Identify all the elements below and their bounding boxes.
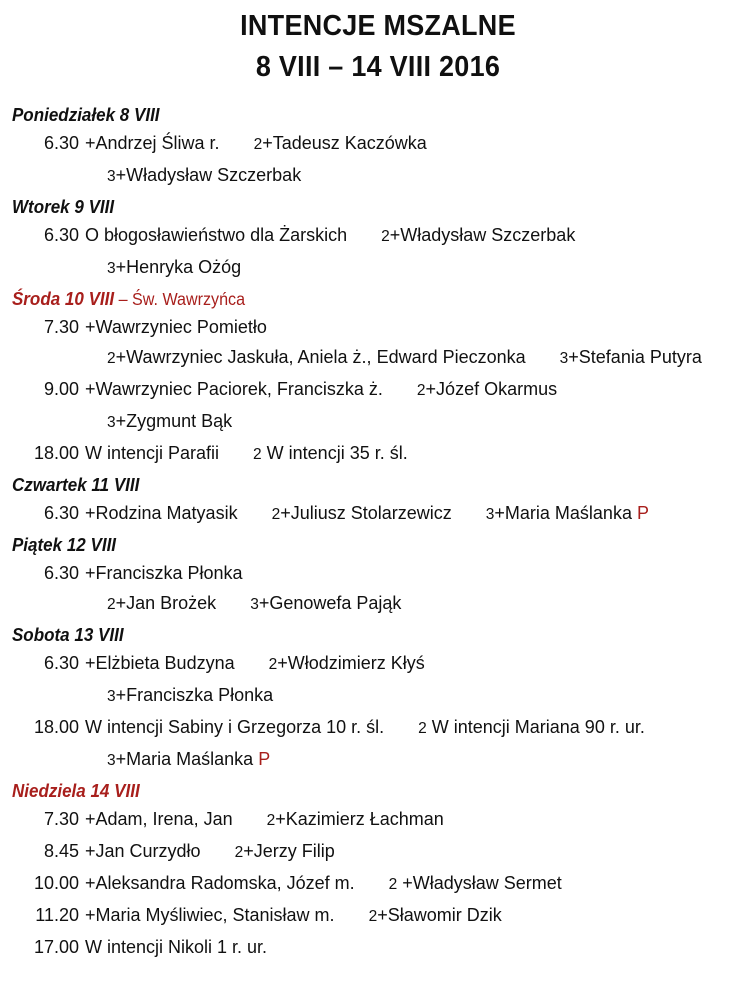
intention-text: +Jan Curzydło: [85, 841, 201, 861]
day-name: Środa 10 VIII: [11, 288, 115, 309]
intention-text: +Tadeusz Kaczówka: [262, 133, 427, 153]
intention-number: 2: [418, 720, 427, 737]
intention-item: [254, 133, 427, 153]
mass-intentions: [107, 252, 756, 284]
mass-entry: [0, 588, 756, 620]
mass-entry: [0, 252, 756, 284]
intention-text: +Wawrzyniec Pomietło: [85, 317, 267, 337]
intention-number: 3: [485, 506, 495, 523]
mass-time: 7.30: [43, 809, 79, 829]
mass-entry: [0, 498, 756, 530]
mass-intentions: [107, 342, 756, 374]
day-name: Czwartek 11 VIII: [11, 474, 140, 495]
intention-number: 2: [107, 596, 116, 613]
intention-item: [85, 443, 219, 463]
intention-item: [85, 937, 267, 957]
day-block: [0, 286, 756, 470]
mass-intentions-schedule: [0, 88, 756, 962]
intention-item: [272, 503, 452, 523]
intention-item: [85, 317, 267, 337]
day-name: Piątek 12 VIII: [11, 534, 117, 555]
intention-number: 2: [253, 446, 262, 463]
intention-number: 2: [234, 844, 244, 861]
mass-time: 17.00: [33, 937, 79, 957]
intention-text: +Józef Okarmus: [425, 379, 558, 399]
intention-text: +Jan Brożek: [115, 593, 217, 613]
mass-intentions: [85, 836, 756, 868]
day-block: [0, 194, 756, 284]
day-header: [0, 532, 696, 558]
intention-number: 2: [381, 228, 390, 245]
intention-item: [389, 873, 562, 893]
mass-intentions: [85, 712, 756, 744]
mass-entry: [0, 312, 756, 342]
mass-time: 7.30: [43, 317, 79, 337]
intention-text: +Władysław Szczerbak: [115, 165, 302, 185]
day-name: Poniedziałek 8 VIII: [11, 104, 160, 125]
title-line-2: 8 VIII – 14 VIII 2016: [255, 51, 501, 83]
intention-number: 3: [107, 168, 116, 185]
intention-item: [107, 593, 216, 613]
day-header: [0, 622, 696, 648]
intention-item: [85, 809, 233, 829]
intention-number: 2: [266, 812, 276, 829]
mass-entry: [0, 438, 756, 470]
day-block: [0, 532, 756, 620]
intention-text: +Wawrzyniec Jaskuła, Aniela ż., Edward Pieczonka: [115, 347, 526, 367]
mass-entry: [0, 744, 756, 776]
mass-time: 18.00: [33, 717, 79, 737]
intention-item: [85, 841, 201, 861]
intention-text: +Henryka Ożóg: [115, 257, 242, 277]
day-header: [0, 778, 696, 804]
mass-intentions: [85, 868, 756, 900]
mass-time: 18.00: [33, 443, 79, 463]
intention-text: W intencji Parafii: [85, 443, 220, 463]
intention-number: 3: [107, 260, 116, 277]
mass-entry: [0, 648, 756, 680]
title-line-1: INTENCJE MSZALNE: [240, 10, 516, 42]
intention-text: +Franciszka Płonka: [85, 563, 243, 583]
intention-item: [85, 133, 220, 153]
intention-item: [85, 225, 347, 245]
intention-item: [267, 809, 444, 829]
intention-text: +Zygmunt Bąk: [115, 411, 233, 431]
intention-text: +Stefania Putyra: [568, 347, 702, 367]
mass-intentions: [107, 588, 756, 620]
intention-text: W intencji Mariana 90 r. ur.: [426, 717, 645, 737]
mass-time: 6.30: [43, 653, 79, 673]
intention-item: [107, 685, 273, 705]
intention-number: 3: [107, 752, 116, 769]
intention-text: +Sławomir Dzik: [377, 905, 502, 925]
intention-text: +Władysław Sermet: [397, 873, 562, 893]
mass-entry: [0, 406, 756, 438]
mass-intentions: [85, 558, 756, 588]
intention-item: [107, 411, 232, 431]
mass-time: 6.30: [43, 503, 79, 523]
intention-number: 2: [368, 908, 378, 925]
mass-entry: [0, 836, 756, 868]
intention-number: 2: [271, 506, 281, 523]
intention-number: 3: [107, 688, 116, 705]
intention-item: [107, 257, 241, 277]
intention-text: O błogosławieństwo dla Żarskich: [85, 225, 348, 245]
intention-text: +Maria Maślanka: [115, 749, 254, 769]
intention-text: +Jerzy Filip: [243, 841, 335, 861]
mass-time: 11.20: [35, 905, 79, 925]
intention-item: [107, 347, 526, 367]
day-block: [0, 622, 756, 776]
intention-number: 3: [559, 350, 569, 367]
day-name: Niedziela 14 VIII: [11, 780, 140, 801]
mass-entry: [0, 680, 756, 712]
intention-item: [85, 717, 384, 737]
intention-item: [369, 905, 502, 925]
intention-item: [269, 653, 425, 673]
intention-item: [560, 347, 702, 367]
mass-intentions: [85, 128, 756, 160]
intention-item: [253, 443, 408, 463]
mass-intentions: [85, 220, 756, 252]
intention-number: 2: [268, 656, 278, 673]
mass-intentions: [85, 932, 756, 962]
intention-text: +Adam, Irena, Jan: [85, 809, 233, 829]
intention-text: +Maria Myśliwiec, Stanisław m.: [85, 905, 335, 925]
mass-entry: [0, 804, 756, 836]
mass-entry: [0, 712, 756, 744]
mass-intentions: [85, 648, 756, 680]
feast-name: – Św. Wawrzyńca: [114, 289, 246, 309]
day-header: [0, 286, 696, 312]
mass-time: 9.00: [43, 379, 79, 399]
document-title: [0, 0, 756, 88]
intention-item: [250, 593, 401, 613]
intention-number: 3: [250, 596, 259, 613]
mass-entry: [0, 868, 756, 900]
mass-entry: [0, 558, 756, 588]
intention-item: [486, 503, 649, 523]
day-block: [0, 778, 756, 962]
mass-entry: [0, 374, 756, 406]
intention-marker: P: [631, 503, 649, 523]
intention-item: [85, 563, 243, 583]
intention-text: +Włodzimierz Kłyś: [277, 653, 425, 673]
intention-text: +Wawrzyniec Paciorek, Franciszka ż.: [85, 379, 383, 399]
mass-intentions: [107, 160, 756, 192]
intention-item: [85, 873, 355, 893]
intention-text: +Rodzina Matyasik: [85, 503, 238, 523]
intention-item: [235, 841, 335, 861]
intention-item: [417, 379, 557, 399]
intention-item: [85, 905, 335, 925]
intention-number: 3: [107, 414, 116, 431]
day-header: [0, 102, 696, 128]
mass-intentions: [85, 900, 756, 932]
mass-intentions: [107, 406, 756, 438]
mass-intentions: [107, 680, 756, 712]
mass-intentions: [85, 804, 756, 836]
mass-time: 10.00: [33, 873, 79, 893]
intention-item: [85, 653, 235, 673]
mass-intentions: [85, 312, 756, 342]
intention-item: [107, 749, 270, 769]
intention-text: +Genowefa Pająk: [258, 593, 402, 613]
intention-text: W intencji Sabiny i Grzegorza 10 r. śl.: [85, 717, 385, 737]
mass-entry: [0, 342, 756, 374]
intention-number: 2: [388, 876, 398, 893]
intention-number: 2: [253, 136, 263, 153]
day-name: Wtorek 9 VIII: [11, 196, 115, 217]
intention-text: W intencji 35 r. śl.: [261, 443, 408, 463]
mass-intentions: [85, 498, 756, 530]
intention-item: [381, 225, 575, 245]
intention-text: +Kazimierz Łachman: [275, 809, 444, 829]
intention-item: [85, 379, 383, 399]
mass-entry: [0, 932, 756, 962]
intention-text: +Władysław Szczerbak: [389, 225, 576, 245]
mass-entry: [0, 220, 756, 252]
day-header: [0, 472, 696, 498]
intention-text: +Juliusz Stolarzewicz: [280, 503, 452, 523]
day-block: [0, 472, 756, 530]
mass-intentions: [107, 744, 756, 776]
intention-text: +Elżbieta Budzyna: [85, 653, 235, 673]
intention-text: +Andrzej Śliwa r.: [85, 133, 220, 153]
intention-text: W intencji Nikoli 1 r. ur.: [85, 937, 268, 957]
intention-marker: P: [253, 749, 271, 769]
mass-entry: [0, 900, 756, 932]
day-block: [0, 102, 756, 192]
intention-item: [418, 717, 645, 737]
intention-text: +Aleksandra Radomska, Józef m.: [85, 873, 355, 893]
intention-number: 2: [107, 350, 116, 367]
intention-item: [85, 503, 238, 523]
mass-time: 6.30: [43, 225, 79, 245]
mass-entry: [0, 128, 756, 160]
mass-intentions: [85, 374, 756, 406]
intention-number: 2: [416, 382, 426, 399]
day-name: Sobota 13 VIII: [11, 624, 124, 645]
intention-text: +Maria Maślanka: [494, 503, 632, 523]
intention-text: +Franciszka Płonka: [115, 685, 274, 705]
mass-time: 6.30: [43, 563, 79, 583]
mass-intentions: [85, 438, 756, 470]
mass-time: 8.45: [43, 841, 79, 861]
day-header: [0, 194, 696, 220]
intention-item: [107, 165, 301, 185]
mass-time: 6.30: [43, 133, 79, 153]
mass-entry: [0, 160, 756, 192]
